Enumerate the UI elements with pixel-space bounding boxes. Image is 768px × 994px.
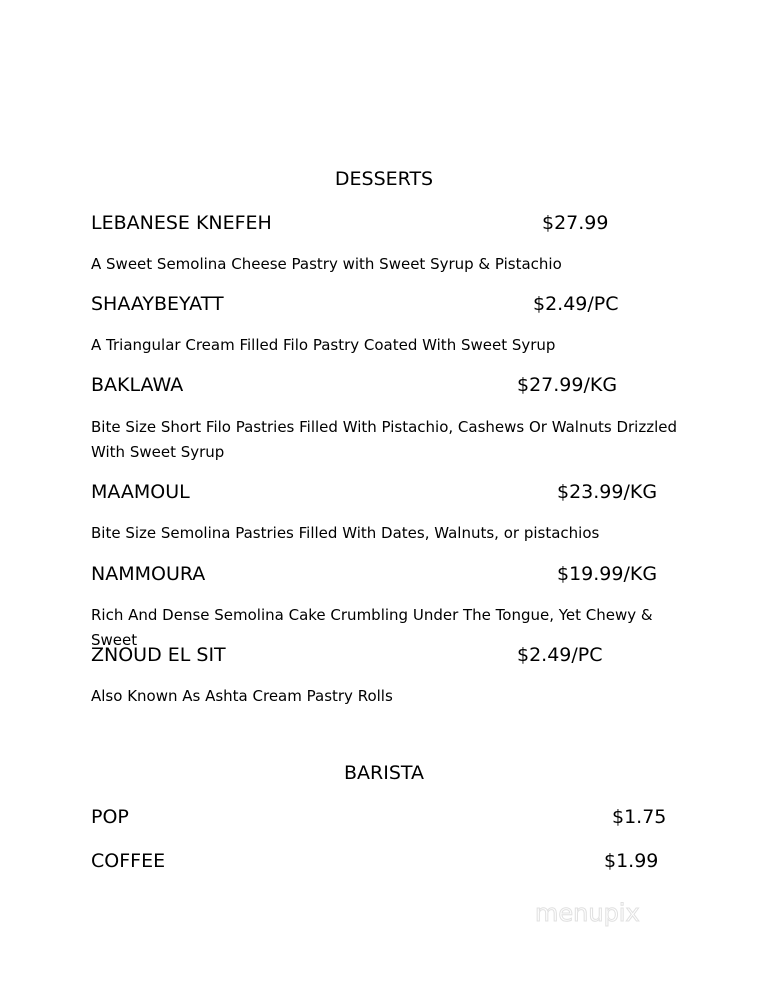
- item-description: Also Known As Ashta Cream Pastry Rolls: [91, 687, 393, 705]
- item-price: $19.99/KG: [557, 563, 658, 585]
- item-price: $23.99/KG: [557, 481, 658, 503]
- item-price: $1.75: [612, 806, 667, 828]
- item-price: $1.99: [604, 850, 659, 872]
- item-name: ZNOUD EL SIT: [91, 644, 226, 666]
- item-description: Bite Size Short Filo Pastries Filled With Pistachio, Cashews Or Walnuts Drizzled With Sweet Syrup: [91, 418, 677, 461]
- item-description: Bite Size Semolina Pastries Filled With Dates, Walnuts, or pistachios: [91, 524, 600, 542]
- item-description: Rich And Dense Semolina Cake Crumbling Under The Tongue, Yet Chewy & Sweet: [91, 606, 653, 649]
- item-name: COFFEE: [91, 850, 166, 872]
- section-title-barista: BARISTA: [343, 762, 425, 784]
- item-price: $27.99/KG: [517, 374, 618, 396]
- item-price: $2.49/PC: [517, 644, 603, 666]
- item-name: MAAMOUL: [91, 481, 190, 503]
- menupix-watermark-logo: [535, 893, 647, 933]
- item-name: POP: [91, 806, 129, 828]
- item-name: SHAAYBEYATT: [91, 293, 224, 315]
- item-name: BAKLAWA: [91, 374, 184, 396]
- item-price: $27.99: [542, 212, 609, 234]
- item-name: LEBANESE KNEFEH: [91, 212, 272, 234]
- item-name: NAMMOURA: [91, 563, 206, 585]
- item-description: A Sweet Semolina Cheese Pastry with Sweet Syrup & Pistachio: [91, 255, 562, 273]
- section-title-desserts: DESSERTS: [334, 168, 434, 190]
- item-price: $2.49/PC: [533, 293, 619, 315]
- svg-text:menupix: menupix: [535, 899, 640, 927]
- item-description: A Triangular Cream Filled Filo Pastry Coated With Sweet Syrup: [91, 336, 556, 354]
